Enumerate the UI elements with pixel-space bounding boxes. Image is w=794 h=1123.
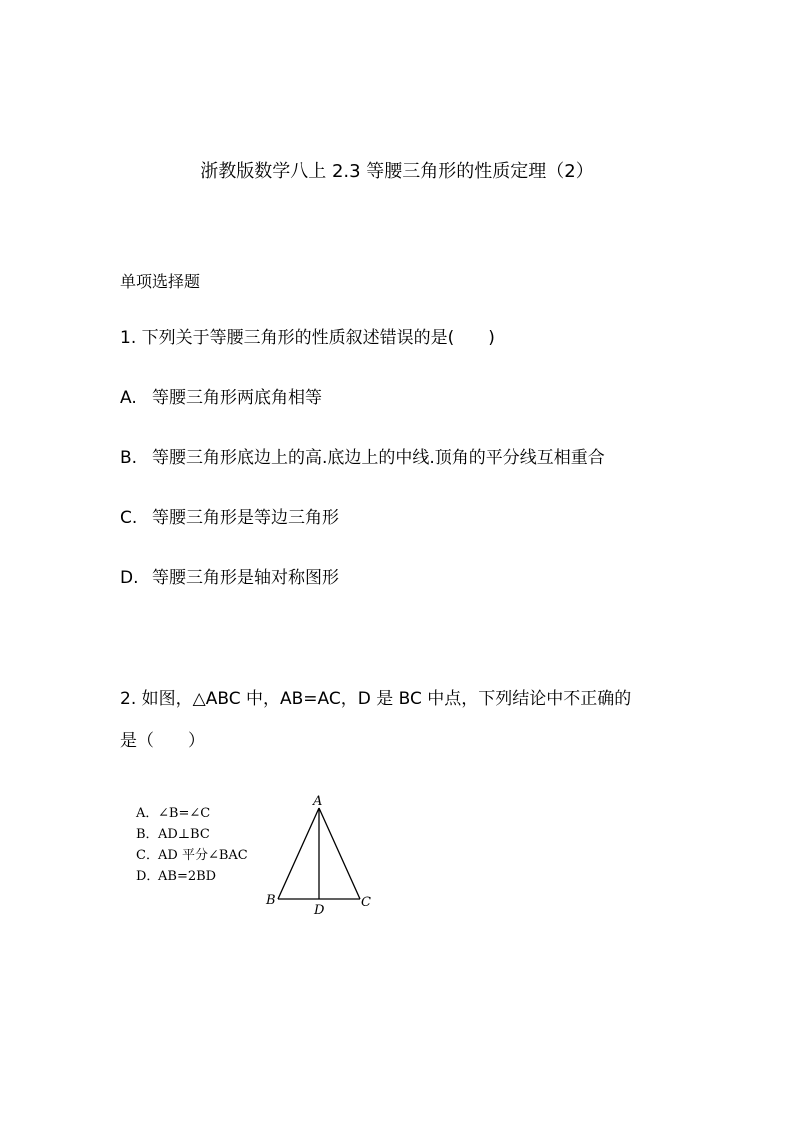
vertex-label-b: B bbox=[266, 893, 276, 908]
option-letter: B． bbox=[136, 827, 159, 842]
question-2-option-b bbox=[136, 826, 210, 844]
question-1-option-a bbox=[120, 385, 322, 411]
question-1-option-d bbox=[120, 565, 339, 591]
option-text: ∠B=∠C bbox=[158, 806, 211, 821]
question-2-option-d bbox=[136, 868, 216, 886]
section-heading: 单项选择题 bbox=[120, 272, 201, 291]
option-text: AB=2BD bbox=[158, 869, 217, 884]
question-2-option-a bbox=[136, 805, 210, 823]
vertex-label-c: C bbox=[361, 895, 371, 910]
option-letter: C. bbox=[120, 508, 138, 528]
side-ab bbox=[278, 808, 319, 899]
option-text: 等腰三角形两底角相等 bbox=[152, 388, 322, 408]
option-letter: A. bbox=[120, 388, 137, 408]
point-label-d: D bbox=[314, 903, 325, 918]
question-1-option-b bbox=[120, 445, 605, 471]
option-letter: D. bbox=[120, 568, 139, 588]
question-2-stem-line-1: 2. 如图，△ABC 中，AB=AC，D 是 BC 中点，下列结论中不正确的 bbox=[120, 689, 632, 709]
question-2-stem-line-2: 是（ ） bbox=[120, 731, 205, 751]
option-text: AD 平分∠BAC bbox=[158, 848, 248, 863]
question-1-stem: 1. 下列关于等腰三角形的性质叙述错误的是( ) bbox=[120, 328, 495, 348]
question-1-option-c bbox=[120, 505, 339, 531]
option-letter: B. bbox=[120, 448, 138, 468]
option-text: AD⊥BC bbox=[158, 827, 210, 842]
option-letter: A． bbox=[136, 806, 159, 821]
option-letter: D． bbox=[136, 869, 160, 884]
triangle-figure bbox=[258, 790, 388, 920]
option-letter: C． bbox=[136, 848, 159, 863]
option-text: 等腰三角形底边上的高.底边上的中线.顶角的平分线互相重合 bbox=[152, 448, 605, 468]
page-title: 浙教版数学八上 2.3 等腰三角形的性质定理（2） bbox=[200, 161, 594, 182]
option-text: 等腰三角形是等边三角形 bbox=[152, 508, 339, 528]
question-2-option-c bbox=[136, 847, 248, 865]
side-ac bbox=[319, 808, 360, 899]
option-text: 等腰三角形是轴对称图形 bbox=[152, 568, 339, 588]
vertex-label-a: A bbox=[313, 794, 323, 809]
